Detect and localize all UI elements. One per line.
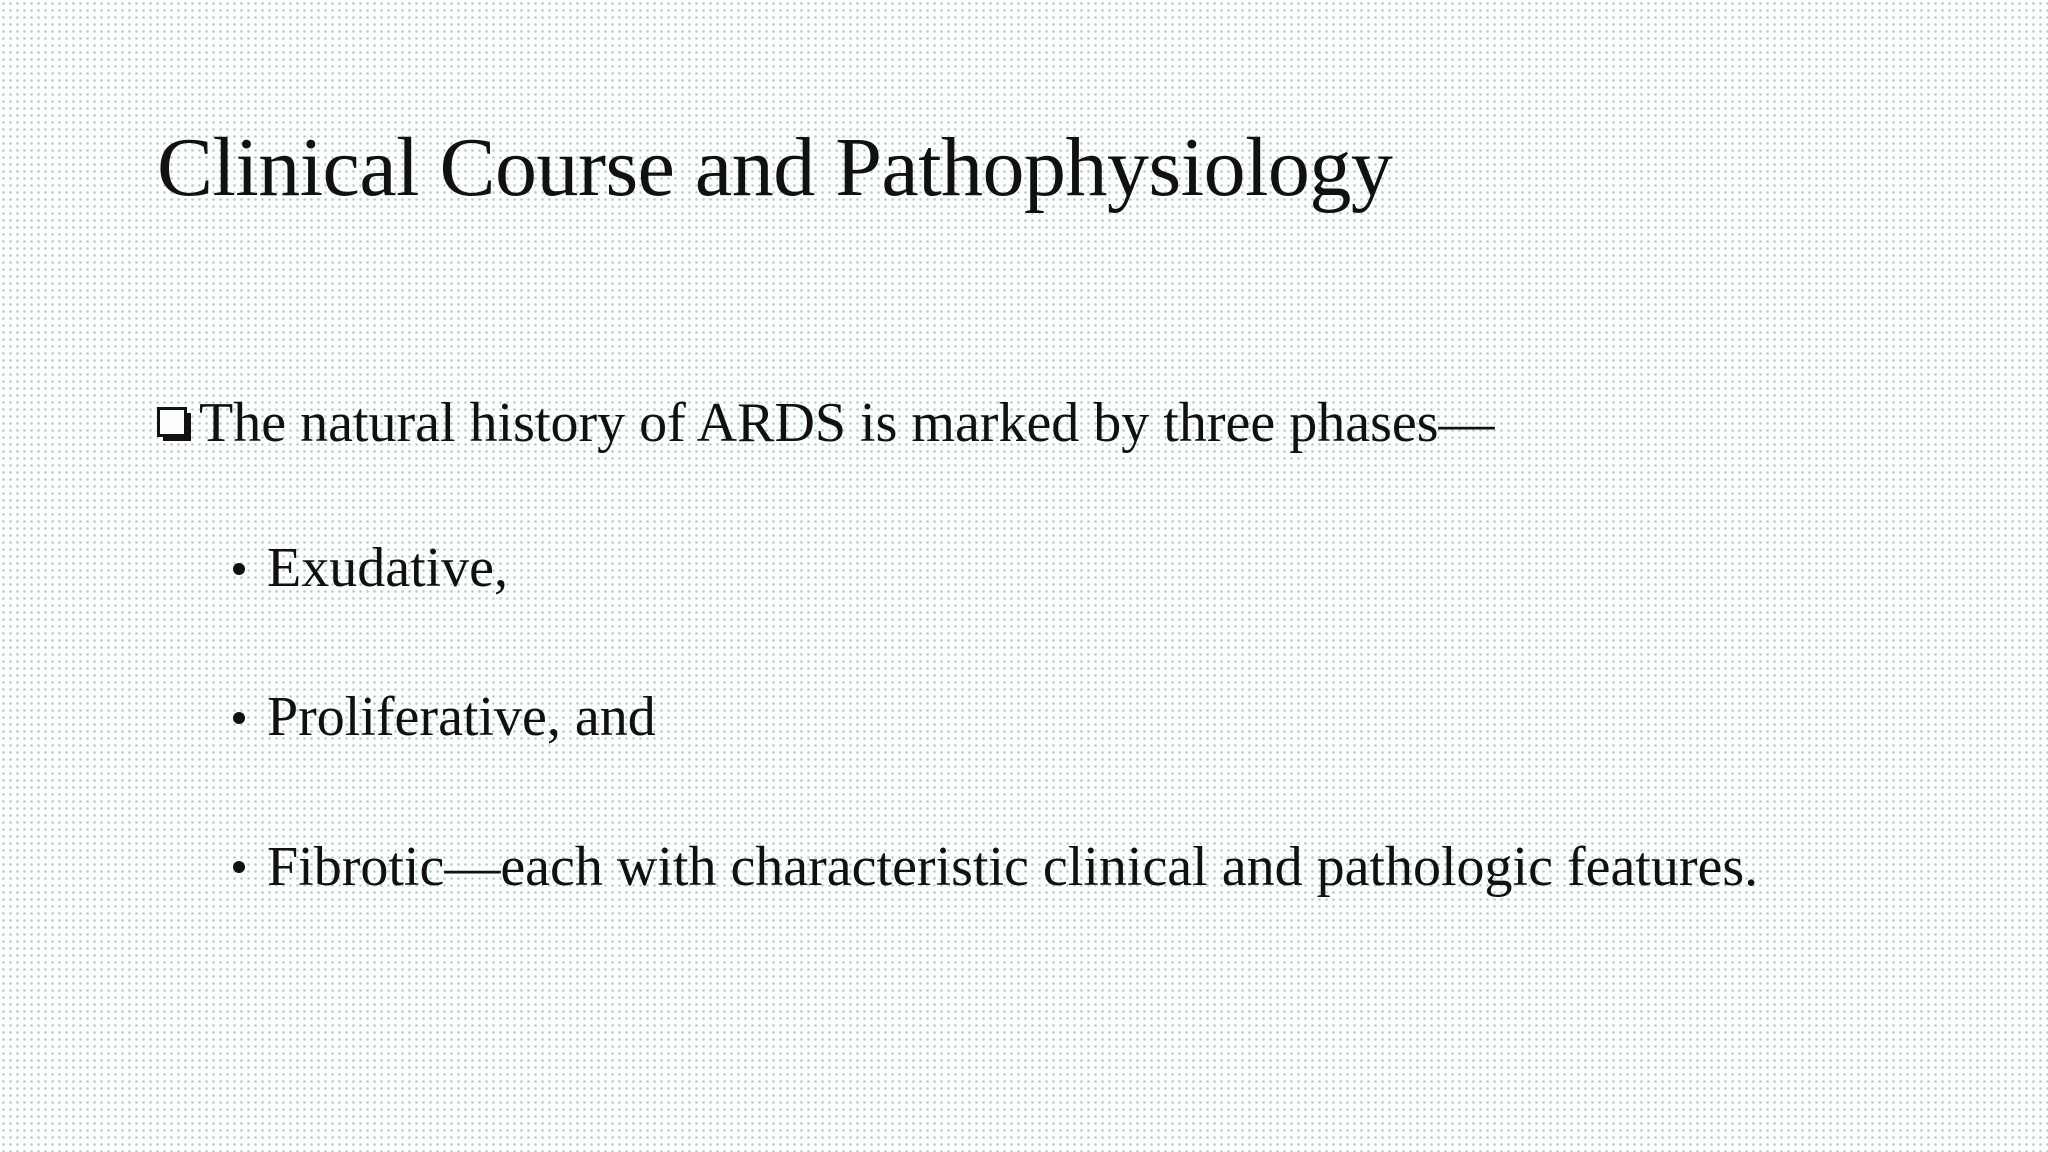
phase-list	[157, 535, 2007, 901]
phase-text-proliferative: Proliferative, and	[267, 686, 656, 749]
main-point-text: The natural history of ARDS is marked by three phases—	[199, 392, 1495, 454]
slide-body	[157, 390, 2007, 901]
bullet-icon	[233, 861, 245, 873]
checkbox-bullet-icon	[157, 407, 191, 441]
phase-list-item	[233, 535, 2007, 602]
phase-text-fibrotic: Fibrotic—each with characteristic clinical and pathologic features.	[267, 835, 1759, 898]
bullet-icon	[233, 712, 245, 724]
phase-text-exudative: Exudative,	[267, 537, 509, 600]
main-bullet-point	[157, 390, 2007, 457]
phase-list-item	[233, 684, 2007, 751]
phase-list-item	[233, 834, 2007, 901]
bullet-icon	[233, 563, 245, 575]
slide-title: Clinical Course and Pathophysiology	[157, 121, 1393, 214]
